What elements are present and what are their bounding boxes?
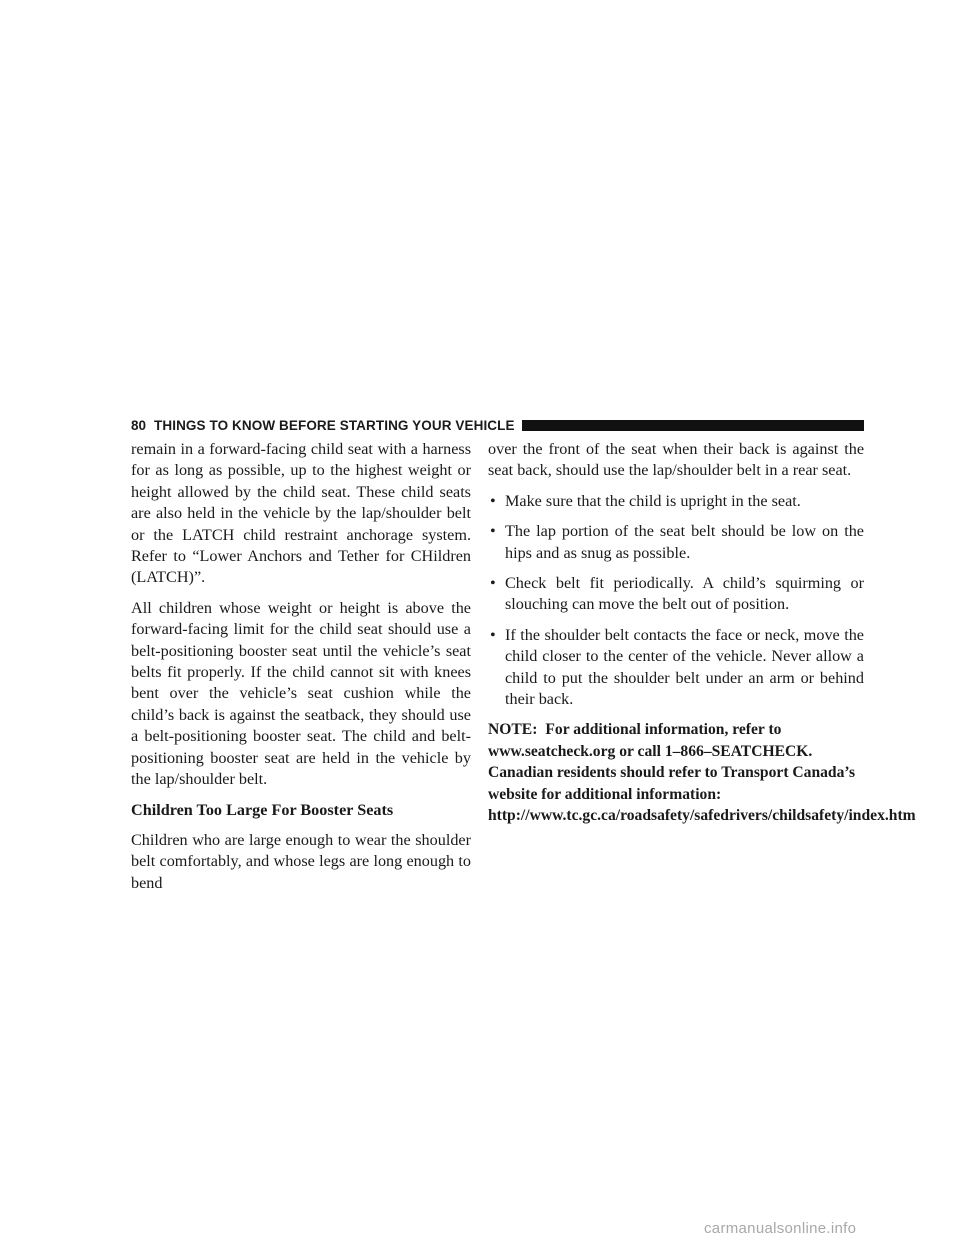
page-header: [131, 417, 864, 433]
page-number: 80: [131, 417, 147, 433]
paragraph-large-children: Children who are large enough to wear the shoulder belt comfortably, and whose legs are long enough to bend: [131, 830, 471, 892]
note-block: [488, 719, 916, 826]
bullet-icon: •: [490, 491, 496, 510]
note-text: For additional information, refer to www.seatcheck.org or call 1–866–SEATCHECK. Canadian residents should refer to Transport Canada’s website for additional information: http://www.tc.gc.ca/roadsafety/safedrivers/childsafety/index.htm: [488, 721, 916, 825]
note-label: NOTE:: [488, 721, 538, 739]
watermark-text: carmanualsonline.info: [704, 1220, 857, 1237]
bullet-icon: •: [490, 625, 496, 644]
subheading-too-large: Children Too Large For Booster Seats: [131, 800, 394, 819]
header-rule: [522, 420, 864, 431]
bullet-icon: •: [490, 522, 496, 541]
left-column: [131, 439, 471, 903]
paragraph-forward-facing: remain in a forward-facing child seat with a harness for as long as possible, up to the highest weight or height allowed by the child seat. These child seats are also held in the vehicle by the lap/shoulder belt or the LATCH child restraint anchorage system. Refer to “Lower Anchors and Tether for CHildren (LATCH)”.: [131, 440, 471, 587]
list-item: • The lap portion of the seat belt should be low on the hips and as snug as possible.: [490, 522, 864, 562]
section-title: THINGS TO KNOW BEFORE STARTING YOUR VEHICLE: [154, 417, 515, 433]
right-column: [488, 439, 916, 836]
list-item: • Check belt fit periodically. A child’s squirming or slouching can move the belt out of position.: [490, 574, 864, 614]
paragraph-booster-seat: All children whose weight or height is above the forward-facing limit for the child seat should use a belt-positioning booster seat until the vehicle’s seat belts fit properly. If the child cannot sit with knees bent over the vehicle’s seat cushion while the child’s back is against the seatback, they should use a belt-positioning booster seat. The child and belt-positioning booster seat are held in the vehicle by the lap/shoulder belt.: [131, 598, 471, 789]
belt-fit-list: [488, 491, 864, 711]
list-item: • If the shoulder belt contacts the face or neck, move the child closer to the center of the vehicle. Never allow a child to put the shoulder belt under an arm or behind their back.: [490, 625, 864, 709]
paragraph-rear-seat: over the front of the seat when their back is against the seat back, should use the lap/shoulder belt in a rear seat.: [488, 440, 864, 480]
list-item: • Make sure that the child is upright in the seat.: [488, 491, 864, 512]
bullet-icon: •: [490, 574, 496, 593]
